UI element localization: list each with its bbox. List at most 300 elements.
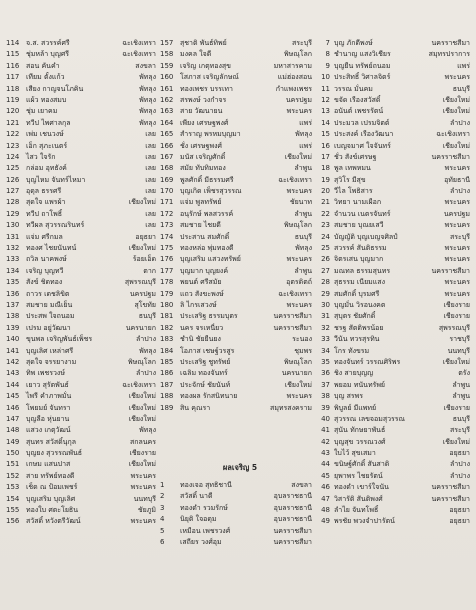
person-name: จิตรเสน บุญมาก (334, 255, 384, 264)
person-name: ประสาน สมศักดิ์ (180, 232, 230, 241)
person-name: พูล เทพหมน (334, 164, 371, 173)
person-name: เช็ด ณ ป้อมเพชร์ (26, 483, 78, 492)
list-row (6, 197, 156, 208)
list-row (160, 277, 312, 288)
person-name: ชิง สายบุญญ (334, 369, 374, 378)
entry-number: 43 (321, 449, 330, 458)
entry-number: 186 (160, 369, 174, 378)
entry-number: 145 (6, 392, 20, 401)
province-name: พระนคร (286, 187, 312, 196)
entry-number: 19 (321, 175, 330, 184)
entry-number: 120 (6, 107, 20, 116)
entry-number: 12 (321, 95, 330, 104)
list-row (316, 391, 470, 402)
entry-number: 15 (321, 130, 330, 139)
person-name: ทวีป ไพศาลกุล (26, 118, 71, 127)
person-name: สวัสดิ์ นาดี (180, 492, 213, 501)
list-row (6, 403, 156, 414)
person-name: โพยมย์ จันทรา (26, 403, 71, 412)
person-name: บุญมาก บุญยงค์ (180, 266, 229, 275)
person-name: เพียง เศรษฐพงศ์ (180, 118, 229, 127)
person-name: สุวิโร มีสุข (334, 175, 366, 184)
person-name: บุญเสริม บุญเลิศ (26, 494, 76, 503)
person-name: เพ่ม เชนวงษ์ (26, 130, 64, 139)
list-row (6, 152, 156, 163)
person-name: สมชาย ไชยดี (180, 221, 221, 230)
list-row (316, 186, 470, 197)
person-name: ชุ่ม เยาคม (26, 107, 58, 116)
province-name: สระบุรี (450, 426, 470, 435)
province-name: พระนคร (444, 164, 470, 173)
list-row (316, 95, 470, 106)
entry-number: 39 (321, 403, 330, 412)
entry-number: 119 (6, 95, 20, 104)
list-row (316, 72, 470, 83)
person-name: บุญยืน ทรัพย์ถนอม (334, 61, 391, 70)
person-name: เฉลิม ทองจันทร์ (180, 369, 228, 378)
person-name: ทองใบ ศตะโยธิน (26, 506, 78, 515)
entry-number: 144 (6, 380, 20, 389)
entry-number: 156 (6, 517, 20, 526)
person-name: วรรณ มั่นคม (334, 84, 373, 93)
list-row (316, 129, 470, 140)
person-name: นคร จรเหนี่ยว (180, 323, 224, 332)
person-name: บัญญัติ บุญเบญจศิลป์ (334, 232, 398, 241)
province-name: นครราชสีมา (431, 266, 470, 275)
province-name: นครปฐม (443, 209, 470, 218)
person-name: เอ็ก สุภะเนตร์ (26, 141, 68, 150)
list-row (160, 84, 312, 95)
person-name: สมศักดิ์ บุรมศรี (334, 289, 380, 298)
province-name: นนทบุรี (133, 494, 156, 503)
list-row (160, 334, 312, 345)
person-name: ขุนพล เจริญพันธ์เพ็ชร (26, 335, 93, 344)
entry-number: 183 (160, 335, 174, 344)
person-name: วีไล โพธิสาร (334, 187, 373, 196)
province-name: เชียงใหม่ (284, 152, 312, 161)
entry-number: 173 (160, 221, 174, 230)
list-row (316, 49, 470, 60)
person-name: นิยุติ ใจอดุม (180, 515, 217, 524)
province-name: เลย (145, 130, 156, 139)
province-name: เชียงใหม่ (128, 198, 156, 207)
province-name: ลำปาง (135, 369, 156, 378)
province-name: อุบลราชธานี (273, 492, 312, 501)
province-name: สุพรรณบุรี (124, 278, 156, 287)
province-name: ลำปาง (449, 118, 470, 127)
list-row (6, 106, 156, 117)
list-row (6, 448, 156, 459)
person-name: อุดุล ธรรศรี (26, 187, 62, 196)
list-row (6, 414, 156, 425)
person-name: ขจัด เรืองสวัสดิ์ (334, 95, 381, 104)
entry-number: 124 (6, 152, 20, 161)
list-row (160, 480, 312, 491)
province-name: อุบลราชธานี (273, 515, 312, 524)
person-name: พรชัย พวงจำปารัตน์ (334, 517, 395, 526)
province-name: สกลนคร (129, 437, 156, 446)
person-name: ถวิล นาคพงษ์ (26, 255, 67, 264)
province-name: เชียงราย (443, 312, 470, 321)
entry-number: 188 (160, 392, 174, 401)
province-name: พัทลุง (295, 130, 312, 139)
province-name: สุพรรณบุรี (438, 323, 470, 332)
entry-number: 129 (6, 209, 20, 218)
province-name: พัทลุง (139, 95, 156, 104)
person-name: บุญไหม จันทร์ไหมา (26, 175, 86, 184)
list-row (6, 482, 156, 493)
entry-number: 27 (321, 266, 330, 275)
person-name: ทองหล่อ พุ่มทองดี (180, 244, 234, 253)
entry-number: 115 (6, 50, 20, 59)
person-name: ประเสริฐ ชูทรัพย์ (180, 357, 231, 366)
list-row (6, 243, 156, 254)
entry-number: 130 (6, 221, 20, 230)
entry-number: 141 (6, 346, 20, 355)
province-name: ฉะเชิงเทรา (436, 130, 470, 139)
province-name: ตรัง (458, 369, 470, 378)
entry-number: 181 (160, 312, 174, 321)
province-name: เชียงใหม่ (128, 414, 156, 423)
person-name: สอน คันคำ (26, 61, 60, 70)
entry-number: 13 (321, 107, 330, 116)
province-name: อยุธยา (135, 232, 156, 241)
entry-number: 26 (321, 255, 330, 264)
list-row (160, 186, 312, 197)
person-name: สุธรรม เนียมแสง (334, 278, 385, 287)
list-row (6, 516, 156, 527)
entry-number: 41 (321, 426, 330, 435)
province-name: มหาสารคาม (273, 61, 312, 70)
entry-number: 131 (6, 232, 20, 241)
province-name: นครราชสีมา (431, 39, 470, 47)
entry-number: 167 (160, 152, 174, 161)
province-name: เชียงใหม่ (128, 403, 156, 412)
person-name: ทองดำ เขาร์ใจนัน (334, 483, 389, 492)
entry-number: 32 (321, 323, 330, 332)
list-row (316, 448, 470, 459)
entry-number: 35 (321, 357, 330, 366)
province-name: กำแพงเพชร (275, 84, 312, 93)
entry-number: 153 (6, 483, 20, 492)
person-name: โสภาส เจริญลักษณ์ (180, 73, 239, 82)
province-name: นครราชสีมา (273, 312, 312, 321)
person-name: ทวีผล สุวรรณรินทร์ (26, 221, 85, 230)
entry-number: 148 (6, 426, 20, 435)
entry-number: 46 (321, 483, 330, 492)
province-name: พระนคร (286, 300, 312, 309)
entry-number: 116 (6, 61, 20, 70)
province-name: นครราชสีมา (431, 483, 470, 492)
province-name: ฉะเชิงเทรา (122, 50, 156, 59)
entry-number: 152 (6, 471, 20, 480)
person-name: สุดใจ จรรยางาม (26, 357, 77, 366)
list-row (316, 505, 470, 516)
province-name: เชียงใหม่ (128, 460, 156, 469)
list-row (316, 323, 470, 334)
entry-number: 29 (321, 289, 330, 298)
entry-number: 22 (321, 209, 330, 218)
province-name: สงขลา (135, 61, 156, 70)
province-name: นครนายก (281, 369, 312, 378)
entry-number: 185 (160, 357, 174, 366)
province-name: อยุธยา (449, 517, 470, 526)
province-name: ลำพูน (452, 392, 470, 401)
list-row (6, 118, 156, 129)
province-name: แม่ฮ่องสอน (277, 73, 312, 82)
province-name: ระนอง (292, 335, 312, 344)
person-name: เจริญ เกตุทองสุข (180, 61, 231, 70)
list-row (6, 49, 156, 60)
person-name: ไพรี คำภาพมั่น (26, 392, 72, 401)
person-name: ลำไย จันทโพธิ์ (334, 506, 379, 515)
person-name: ประสพ ใจถนอม (26, 312, 75, 321)
entry-number: 126 (6, 175, 20, 184)
person-name: แสวง เกตุวัฒน์ (26, 426, 71, 435)
entry-number: 6 (160, 537, 165, 546)
entry-number: 17 (321, 152, 330, 161)
person-name: สุดใจ แพรผ้า (26, 198, 66, 207)
entry-number: 177 (160, 266, 174, 275)
list-row (6, 232, 156, 243)
list-row (316, 163, 470, 174)
province-name: ลำปาง (449, 187, 470, 196)
person-name: ประเสริฐ ธรรมบุตร (180, 312, 238, 321)
entry-number: 42 (321, 437, 330, 446)
list-row (160, 163, 312, 174)
entry-number: 21 (321, 198, 330, 207)
province-name: ฉะเชิงเทรา (122, 39, 156, 47)
list-row (160, 266, 312, 277)
province-name: เชียงใหม่ (442, 95, 470, 104)
province-name: สระบุรี (450, 232, 470, 241)
list-row (160, 380, 312, 391)
person-name: พูลศักดิ์ มีธรรมศรี (180, 175, 234, 184)
entry-number: 184 (160, 346, 174, 355)
list-row (160, 232, 312, 243)
list-row (160, 300, 312, 311)
person-name: ยุพาพร ไชยรัตน์ (334, 471, 383, 480)
entry-number: 33 (321, 335, 330, 344)
list-row (316, 516, 470, 527)
province-name: เชียงใหม่ (128, 244, 156, 253)
person-name: บุญเลิศ เหล่าศรี (26, 346, 74, 355)
entry-number: 176 (160, 255, 174, 264)
list-row (6, 209, 156, 220)
entry-number: 125 (6, 164, 20, 173)
entry-number: 121 (6, 118, 20, 127)
list-row (316, 197, 470, 208)
entry-number: 128 (6, 198, 20, 207)
list-row (6, 505, 156, 516)
entry-number: 157 (160, 39, 174, 47)
list-row (316, 266, 470, 277)
person-name: สำราญ พรหมบุญมา (180, 130, 241, 139)
province-name: พระนคร (286, 392, 312, 401)
list-row (160, 38, 312, 49)
person-name: สุชาติ พันธ์ทิพย์ (180, 39, 227, 47)
entry-number: 38 (321, 392, 330, 401)
entry-number: 1 (160, 481, 165, 489)
person-name: ทองผล รักสนิทนาย (180, 392, 238, 401)
person-name: พยอม ทนันทรัพย์ (334, 380, 386, 389)
person-name: สังข์ ชิดทอง (26, 278, 63, 287)
province-name: แพร่ (299, 118, 312, 127)
entry-number: 154 (6, 494, 20, 503)
entry-number: 149 (6, 437, 20, 446)
person-name: สุวรรณ เลขจอมสุวรรณ (334, 414, 406, 423)
province-name: พัทลุง (139, 118, 156, 127)
province-name: ธนบุรี (294, 232, 312, 241)
list-row (6, 289, 156, 300)
province-name: ลำพูน (452, 380, 470, 389)
person-name: แผ้ว ทองสมบ (26, 95, 67, 104)
person-name: เหมือน เพชรวงศ์ (180, 526, 231, 535)
entry-number: 174 (160, 232, 174, 241)
province-name: พระนคร (286, 255, 312, 264)
list-row (316, 368, 470, 379)
province-name: เชียงใหม่ (442, 357, 470, 366)
entry-number: 138 (6, 312, 20, 321)
entry-number: 142 (6, 357, 20, 366)
province-name: แพร่ (299, 141, 312, 150)
entry-number: 18 (321, 164, 330, 173)
list-row (160, 118, 312, 129)
list-row (160, 95, 312, 106)
person-name: ทองดำ รวมรักษ์ (180, 503, 228, 512)
list-row (316, 243, 470, 254)
list-row (316, 334, 470, 345)
province-name: ชัยนาท (289, 198, 312, 207)
entry-number: 187 (160, 380, 174, 389)
person-name: สุนัน ทักษยาพันธ์ (334, 426, 386, 435)
list-row (160, 368, 312, 379)
province-name: สุโขทัย (134, 300, 156, 309)
person-name: วีนัน ทวรสุรทิน (334, 335, 380, 344)
list-row (316, 220, 470, 231)
person-name: อนันต์ เพชรรัตน์ (334, 107, 384, 116)
list-row (316, 118, 470, 129)
person-name: บุญสุข วรรณวงศ์ (334, 437, 386, 446)
entry-number: 23 (321, 221, 330, 230)
list-row (316, 277, 470, 288)
province-name: เชียงราย (129, 449, 156, 458)
entry-number: 169 (160, 175, 174, 184)
province-name: พระนคร (286, 107, 312, 116)
province-name: ร้อยเอ็ด (132, 255, 156, 264)
province-name: พระนคร (444, 278, 470, 287)
entry-number: 140 (6, 335, 20, 344)
entry-number: 117 (6, 73, 20, 82)
province-name: ชุมพร (294, 346, 312, 355)
person-name: แจ่ม ศรีกมล (26, 232, 63, 241)
province-name: นครนายก (125, 323, 156, 332)
entry-number: 44 (321, 460, 330, 469)
list-row (316, 414, 470, 425)
list-row (6, 437, 156, 448)
section-5-list (160, 480, 312, 548)
list-row (316, 152, 470, 163)
entry-number: 3 (160, 503, 165, 512)
province-name: พัทลุง (139, 107, 156, 116)
entry-number: 114 (6, 39, 20, 47)
list-row (160, 491, 312, 502)
list-row (316, 175, 470, 186)
province-name: พระนคร (444, 255, 470, 264)
list-row (160, 197, 312, 208)
entry-number: 28 (321, 278, 330, 287)
entry-number: 31 (321, 312, 330, 321)
province-name: ฉะเชิงเทรา (278, 175, 312, 184)
entry-number: 150 (6, 449, 20, 458)
person-name: ขนิษฐ์ศักดิ์ สันสาดิ (334, 460, 390, 469)
entry-number: 16 (321, 141, 330, 150)
province-name: อยุธยา (449, 449, 470, 458)
province-name: อยุธยา (449, 506, 470, 515)
entry-number: 151 (6, 460, 20, 469)
person-name: ชั่ง เศรษฐพงศ์ (180, 141, 222, 150)
entry-number: 161 (160, 84, 174, 93)
province-name: นครราชสีมา (273, 323, 312, 332)
list-row (316, 459, 470, 470)
person-name: เยาว สุรัตพันธ์ (26, 380, 69, 389)
entry-number: 37 (321, 380, 330, 389)
entry-number: 165 (160, 130, 174, 139)
province-name: อุตรดิตถ์ (286, 278, 312, 287)
province-name: พระนคร (130, 471, 156, 480)
province-name: พระนคร (444, 198, 470, 207)
list-row (316, 311, 470, 322)
list-row (6, 346, 156, 357)
entry-number: 163 (160, 107, 174, 116)
person-name: ลิ ไกรเสวงษ์ (180, 300, 217, 309)
list-row (160, 526, 312, 537)
list-row (6, 254, 156, 265)
list-row (160, 357, 312, 368)
entry-number: 171 (160, 198, 174, 207)
list-row (6, 459, 156, 470)
entry-number: 143 (6, 369, 20, 378)
person-name: ประจักษ์ ชัยนันท์ (180, 380, 231, 389)
person-name: อนุรักษ์ พลสวรรค์ (180, 209, 234, 218)
person-name: พิบูลย์ มีแพทย์ (334, 403, 377, 412)
list-row (160, 61, 312, 72)
province-name: พิษณุโลก (127, 357, 156, 366)
name-list-column-2 (160, 38, 312, 414)
entry-number: 180 (160, 300, 174, 309)
list-row (6, 323, 156, 334)
province-name: อุบลราชธานี (273, 503, 312, 512)
entry-number: 24 (321, 232, 330, 241)
province-name: เชียงใหม่ (128, 392, 156, 401)
province-name: เชียงใหม่ (284, 380, 312, 389)
province-name: เลย (145, 152, 156, 161)
entry-number: 45 (321, 471, 330, 480)
person-name: ชั่ว สังข์เศรษฐ (334, 152, 377, 161)
province-name: นครปฐม (285, 95, 312, 104)
list-row (160, 311, 312, 322)
list-row (160, 209, 312, 220)
province-name: เลย (145, 187, 156, 196)
province-name: เชียงใหม่ (442, 107, 470, 116)
province-name: ชัยภูมิ (137, 506, 156, 515)
entry-number: 8 (325, 50, 330, 59)
person-name: สมัย ทับทิมทอง (180, 164, 226, 173)
person-name: ประสิทธิ์ วิศาลจิตร์ (334, 73, 391, 82)
person-name: ชำนิ ชัยยืนยง (180, 335, 221, 344)
list-row (6, 38, 156, 49)
list-row (160, 175, 312, 186)
